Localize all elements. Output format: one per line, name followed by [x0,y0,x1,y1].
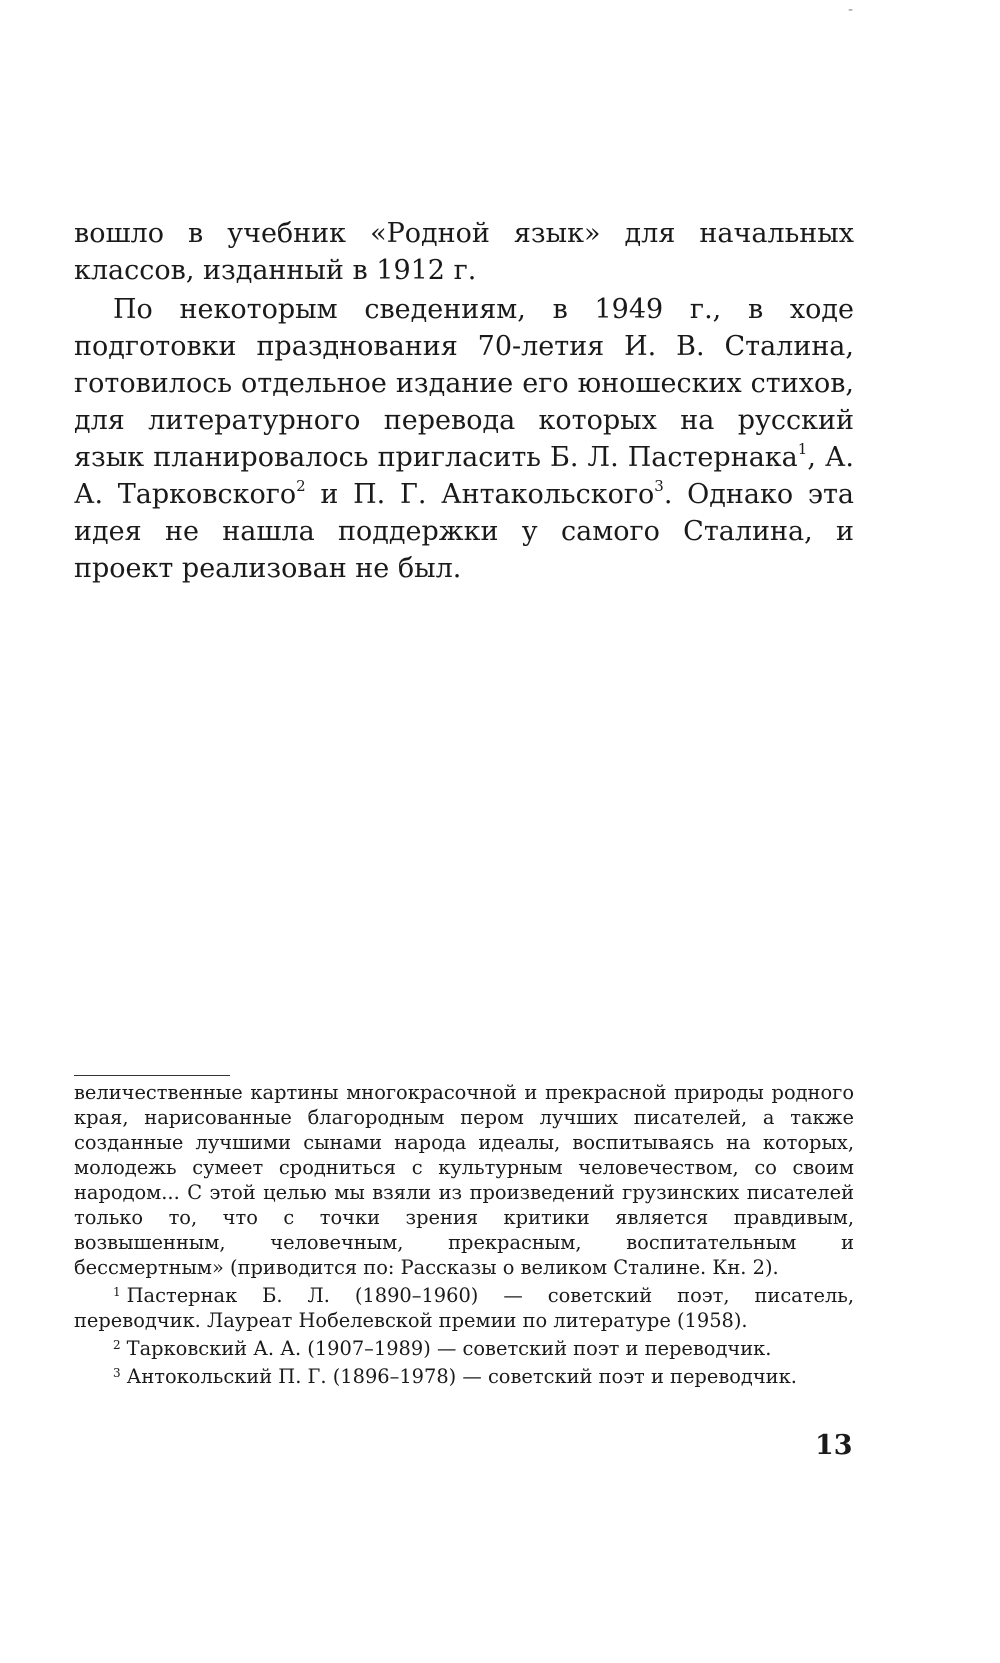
footnote-number: 3 [113,1366,121,1380]
footnote-2 [74,1333,854,1361]
footnote-text: Пастернак Б. Л. (1890–1960) — советский поэт, писатель, переводчик. Лауреат Нобелевской премии по литературе (1958). [74,1284,854,1332]
paragraph-text: , А. А. Тарковского [74,442,854,510]
footnote-text: Тарковский А. А. (1907–1989) — советский поэт и переводчик. [126,1337,772,1360]
footnote-continuation: величественные картины многокрасочной и прекрасной природы родного края, нарисованные благородным пером лучших писателей, а также созданные лучшими сынами народа идеалы, воспитываясь на которых, молодежь сумеет сродниться с культурным человечеством, со своим народом... С этой целью мы взяли из произведений грузинских писателей только то, что с точки зрения критики является правдивым, возвышенным, человечным, прекрасным, воспитательным и бессмертным» (приводится по: Рассказы о великом Сталине. Кн. 2). [74,1081,854,1279]
footnote-ref-2: 2 [296,477,306,495]
paragraph-continuation: вошло в учебник «Родной язык» для начальных классов, изданный в 1912 г. [74,218,854,286]
footnotes [74,1080,854,1389]
footnote-ref-3: 3 [654,477,664,495]
footnote-divider [74,1075,230,1076]
paragraph-text: . Однако эта идея не нашла поддержки у самого Сталина, и проект реализован не был. [74,479,854,584]
footnote-text: Антокольский П. Г. (1896–1978) — советский поэт и переводчик. [126,1365,797,1388]
footnote-ref-1: 1 [797,440,808,458]
footnote-1 [74,1280,854,1333]
paragraph-translation-plan [74,291,854,587]
page-number: 13 [815,1430,853,1461]
paragraph-text: По некоторым сведениям, в 1949 г., в ходе подготовки празднования 70-летия И. В. Сталина, готовилось отдельное издание его юношеских стихов, для литературного перевода которых на русский язык планировалось пригласить Б. Л. Пастернака [74,294,854,473]
main-text [74,215,854,587]
footnote-number: 2 [113,1338,121,1352]
footnote-3 [74,1361,854,1389]
paragraph-text: и П. Г. Антакольского [305,479,655,510]
scan-mark: - [848,2,854,18]
footnote-number: 1 [113,1285,121,1299]
